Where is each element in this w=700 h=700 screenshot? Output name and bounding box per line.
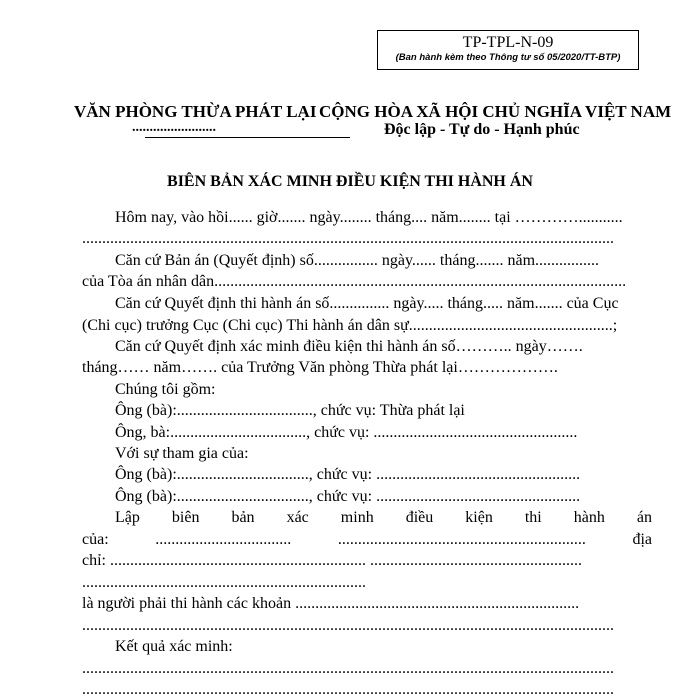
line-participants-heading: Với sự tham gia của: <box>115 445 249 462</box>
blank-name: .................................. <box>155 531 292 548</box>
line-bailiff-office: tháng…… năm……. của Trưởng Văn phòng Thừa phát lại………………. <box>82 359 558 376</box>
line-participant-2: Ông (bà):................................., chức vụ: ................................................... <box>115 488 581 505</box>
line-results-2: ..................................................................................................................................... <box>82 681 614 698</box>
line-results-1: ..................................................................................................................................... <box>82 660 614 677</box>
line-debtor <box>82 530 652 550</box>
line-members-heading: Chúng tôi gồm: <box>115 381 216 398</box>
line-member-1: Ông (bà):.................................., chức vụ: Thừa phát lại <box>115 402 465 419</box>
line-obligations: là người phải thi hành các khoản ....................................................................... <box>82 595 580 612</box>
line-record-heading <box>82 508 652 528</box>
agency-blank: ........................ <box>132 120 216 135</box>
line-enforcement-decision: Căn cứ Quyết định thi hành án số............... ngày..... tháng..... năm....... của Cục <box>115 295 619 312</box>
word: Lập <box>115 509 140 526</box>
word: biên <box>171 509 200 526</box>
word: kiện <box>465 509 493 526</box>
line-verification-decision: Căn cứ Quyết định xác minh điều kiện thi hành án số……….. ngày……. <box>115 338 583 355</box>
blank-detail: .............................................................. <box>337 531 586 548</box>
form-code-box <box>377 30 639 70</box>
form-code: TP-TPL-N-09 <box>462 34 554 51</box>
agency-name: VĂN PHÒNG THỪA PHÁT LẠI <box>74 102 317 121</box>
line-results-heading: Kết quả xác minh: <box>115 638 233 655</box>
label-cua: của: <box>82 531 109 548</box>
word: điều <box>405 509 434 526</box>
line-judgment: Căn cứ Bản án (Quyết định) số................ ngày...... tháng....... năm................ <box>115 252 600 269</box>
document-title: BIÊN BẢN XÁC MINH ĐIỀU KIỆN THI HÀNH ÁN <box>167 173 533 190</box>
line-blank: ..................................................................................................................................... <box>82 230 614 247</box>
form-reference: (Ban hành kèm theo Thông tư số 05/2020/TT-BTP) <box>395 52 621 63</box>
word: án <box>636 509 652 526</box>
line-address: chỉ: ................................................................ ..................................................... <box>82 552 582 569</box>
word: xác <box>286 509 309 526</box>
nation-name: CỘNG HÒA XÃ HỘI CHỦ NGHĨA VIỆT NAM <box>319 102 672 121</box>
word: thi <box>524 509 542 526</box>
line-blank-2: ..................................................................................................................................... <box>82 617 614 634</box>
line-participant-1: Ông (bà):................................., chức vụ: ................................................... <box>115 466 581 483</box>
label-dia: địa <box>632 531 652 548</box>
line-address-cont: ....................................................................... <box>82 574 366 591</box>
word: bản <box>231 509 255 526</box>
word: hành <box>573 509 605 526</box>
line-court: của Tòa án nhân dân....................................................................................................... <box>82 273 627 290</box>
nation-motto: Độc lập - Tự do - Hạnh phúc <box>384 121 580 138</box>
word: minh <box>340 509 374 526</box>
line-date-place: Hôm nay, vào hồi...... giờ....... ngày........ tháng.... năm........ tại …………........... <box>115 209 623 226</box>
line-member-2: Ông, bà:.................................., chức vụ: ................................................... <box>115 424 578 441</box>
header-underline <box>145 137 350 138</box>
line-enforcement-office: (Chi cục) trưởng Cục (Chi cục) Thi hành án dân sự...................................................; <box>82 317 618 334</box>
